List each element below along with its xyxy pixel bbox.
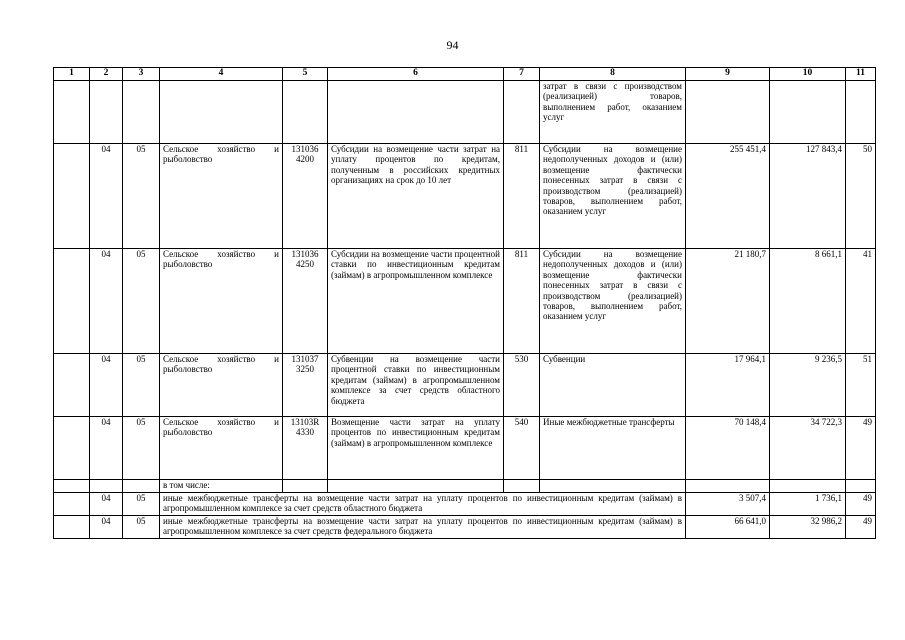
subsection-code: 05 — [123, 354, 160, 417]
target-article-code: 131036 4250 — [283, 249, 328, 354]
percent-executed: 50 — [846, 144, 876, 249]
amount-planned: 66 641,0 — [686, 516, 770, 539]
section-code: 04 — [90, 493, 123, 516]
amount-planned: 17 964,1 — [686, 354, 770, 417]
expense-type-code: 540 — [504, 417, 540, 480]
amount-executed: 8 661,1 — [770, 249, 846, 354]
section-code: 04 — [90, 249, 123, 354]
subsection-code: 05 — [123, 417, 160, 480]
subsection-code: 05 — [123, 493, 160, 516]
header-cell-6: 6 — [328, 68, 504, 81]
header-cell-3: 3 — [123, 68, 160, 81]
header-cell-9: 9 — [686, 68, 770, 81]
table-row-including — [54, 480, 876, 493]
expense-type-code: 811 — [504, 144, 540, 249]
article-name: Субсидии на возмещение части процентной ставки по инвестиционным кредитам (займам) в агропромышленном комплексе — [328, 249, 504, 354]
amount-planned: 3 507,4 — [686, 493, 770, 516]
header-cell-5: 5 — [283, 68, 328, 81]
target-article-code: 131036 4200 — [283, 144, 328, 249]
amount-executed: 127 843,4 — [770, 144, 846, 249]
section-code: 04 — [90, 144, 123, 249]
target-article-code: 13103R 4330 — [283, 417, 328, 480]
header-cell-11: 11 — [846, 68, 876, 81]
section-code: 04 — [90, 516, 123, 539]
expense-type-cell: Субсидии на возмещение недополученных доходов и (или) возмещение фактически понесенных затрат в связи с производством (реализацией) товаров, выполнением работ, оказанием услуг — [540, 144, 686, 249]
including-label: в том числе: — [160, 480, 283, 493]
page-number: 94 — [446, 38, 459, 52]
subsection-code: 05 — [123, 516, 160, 539]
percent-executed: 49 — [846, 417, 876, 480]
section-name: Сельское хозяйство и рыболовство — [160, 354, 283, 417]
section-name: Сельское хозяйство и рыболовство — [160, 249, 283, 354]
subsection-code: 05 — [123, 144, 160, 249]
sub-row-description: иные межбюджетные трансферты на возмещение части затрат на уплату процентов по инвестиционным кредитам (займам) в агропромышленном комплексе за счет средств областного бюджета — [160, 493, 686, 516]
header-cell-2: 2 — [90, 68, 123, 81]
section-code: 04 — [90, 417, 123, 480]
table-row — [54, 417, 876, 480]
expense-type-cell: Иные межбюджетные трансферты — [540, 417, 686, 480]
percent-executed: 49 — [846, 493, 876, 516]
section-name: Сельское хозяйство и рыболовство — [160, 417, 283, 480]
table-row-sub — [54, 516, 876, 539]
expense-type-cell: затрат в связи с производством (реализацией) товаров, выполнением работ, оказанием услуг — [540, 81, 686, 144]
table-row-sub — [54, 493, 876, 516]
header-cell-1: 1 — [54, 68, 90, 81]
header-row — [54, 68, 876, 81]
percent-executed: 51 — [846, 354, 876, 417]
percent-executed: 49 — [846, 516, 876, 539]
header-cell-10: 10 — [770, 68, 846, 81]
amount-planned: 21 180,7 — [686, 249, 770, 354]
amount-executed: 34 722,3 — [770, 417, 846, 480]
section-code: 04 — [90, 354, 123, 417]
header-cell-8: 8 — [540, 68, 686, 81]
amount-executed: 9 236,5 — [770, 354, 846, 417]
amount-planned: 255 451,4 — [686, 144, 770, 249]
table-row — [54, 354, 876, 417]
amount-executed: 32 986,2 — [770, 516, 846, 539]
percent-executed: 41 — [846, 249, 876, 354]
expense-type-cell: Субсидии на возмещение недополученных доходов и (или) возмещение фактически понесенных затрат в связи с производством (реализацией) товаров, выполнением работ, оказанием услуг — [540, 249, 686, 354]
table-row — [54, 249, 876, 354]
header-cell-4: 4 — [160, 68, 283, 81]
expense-type-code: 530 — [504, 354, 540, 417]
sub-row-description: иные межбюджетные трансферты на возмещение части затрат на уплату процентов по инвестиционным кредитам (займам) в агропромышленном комплексе за счет средств федерального бюджета — [160, 516, 686, 539]
table-row-continuation — [54, 81, 876, 144]
table-row — [54, 144, 876, 249]
target-article-code: 131037 3250 — [283, 354, 328, 417]
article-name: Субвенции на возмещение части процентной ставки по инвестиционным кредитам (займам) в агропромышленном комплексе за счет средств областного бюджета — [328, 354, 504, 417]
amount-planned: 70 148,4 — [686, 417, 770, 480]
budget-table — [53, 67, 876, 539]
amount-executed: 1 736,1 — [770, 493, 846, 516]
subsection-code: 05 — [123, 249, 160, 354]
article-name: Субсидии на возмещение части затрат на уплату процентов по кредитам, полученным в российских кредитных организациях на срок до 10 лет — [328, 144, 504, 249]
article-name: Возмещение части затрат на уплату процентов по инвестиционным кредитам (займам) в агропромышленном комплексе — [328, 417, 504, 480]
expense-type-code: 811 — [504, 249, 540, 354]
expense-type-cell: Субвенции — [540, 354, 686, 417]
section-name: Сельское хозяйство и рыболовство — [160, 144, 283, 249]
header-cell-7: 7 — [504, 68, 540, 81]
